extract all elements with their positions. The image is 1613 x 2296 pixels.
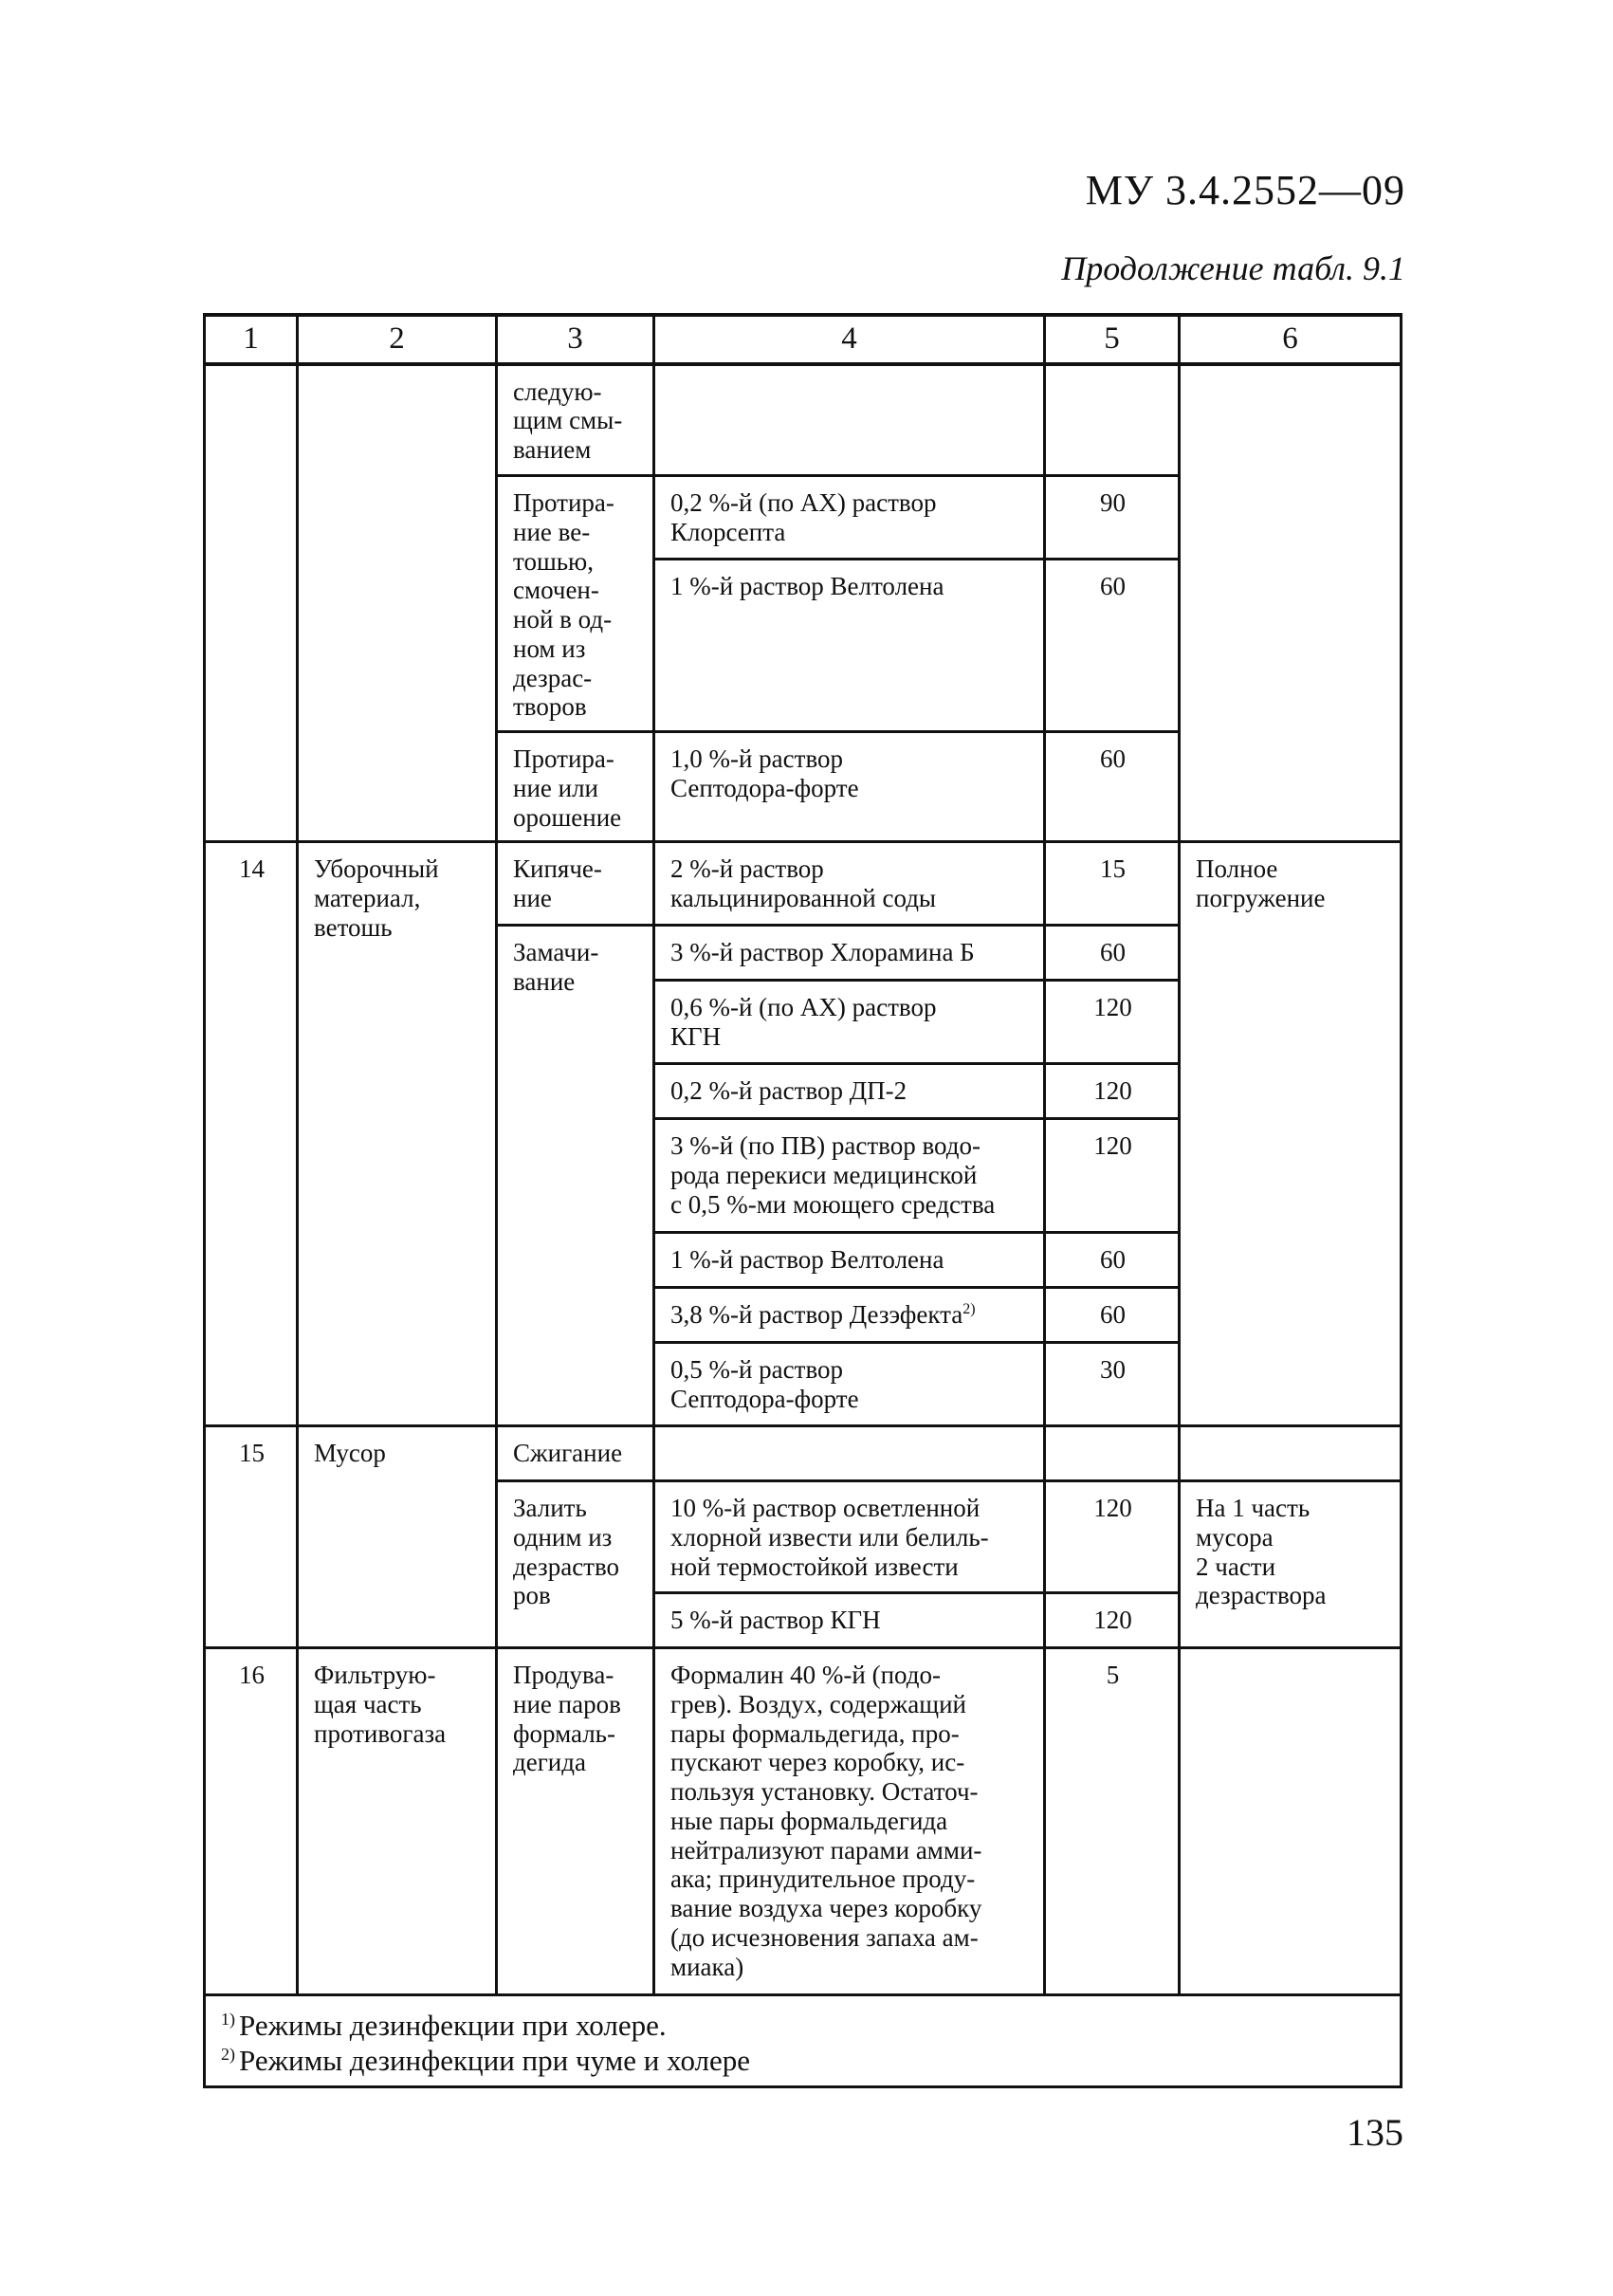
exposure-time-cell: 60 — [1045, 732, 1180, 842]
exposure-time-cell: 60 — [1045, 926, 1180, 981]
agent-cell: 0,5 %-й раствор Септодора-форте — [654, 1343, 1045, 1426]
row-number-cell: 15 — [205, 1426, 298, 1648]
agent-cell: 1,0 %-й раствор Септодора-форте — [654, 732, 1045, 842]
agent-cell: 5 %-й раствор КГН — [654, 1593, 1045, 1648]
agent-cell: 10 %-й раствор осветленной хлорной извести или белиль- ной термостойкой извести — [654, 1481, 1045, 1593]
exposure-time-cell: 60 — [1045, 1288, 1180, 1343]
column-header-3: 3 — [497, 315, 654, 364]
note-cell: Полное погружение — [1180, 842, 1402, 1426]
exposure-time-cell: 5 — [1045, 1648, 1180, 1995]
disinfection-table — [203, 313, 1402, 2088]
agent-cell: 0,6 %-й (по АХ) раствор КГН — [654, 981, 1045, 1064]
row-number-cell: 16 — [205, 1648, 298, 1995]
agent-cell — [654, 364, 1045, 476]
agent-cell: Формалин 40 %-й (подо- грев). Воздух, содержащий пары формальдегида, про- пускают через коробку, ис- пользуя установку. Остаточ- ные пары формальдегида нейтрализуют парами амми- ака; принудительное проду- вание воздуха через коробку (до исчезновения запаха ам- миака) — [654, 1648, 1045, 1995]
exposure-time-cell: 120 — [1045, 1064, 1180, 1119]
column-header-2: 2 — [298, 315, 497, 364]
method-cell: Протира- ние ве- тошью, смочен- ной в од- ном из дезрас- творов — [497, 476, 654, 732]
footnote-1: $^{1)}$ Режимы дезинфекции при холере. — [221, 2009, 667, 2043]
exposure-time-cell: 120 — [1045, 1119, 1180, 1233]
table-row — [205, 364, 1402, 476]
document-code: МУ 3.4.2552—09 — [1085, 167, 1405, 213]
column-number-row — [205, 315, 1402, 364]
method-cell: Протира- ние или орошение — [497, 732, 654, 842]
agent-cell — [654, 1426, 1045, 1481]
footnote-row — [205, 1995, 1402, 2087]
object-cell: Фильтрую- щая часть противогаза — [298, 1648, 497, 1995]
note-cell — [1180, 1426, 1402, 1481]
exposure-time-cell: 120 — [1045, 1481, 1180, 1593]
table-row — [205, 1426, 1402, 1481]
method-cell: следую- щим смы- ванием — [497, 364, 654, 476]
exposure-time-cell: 60 — [1045, 1233, 1180, 1288]
column-header-4: 4 — [654, 315, 1045, 364]
table-row — [205, 1648, 1402, 1995]
exposure-time-cell: 120 — [1045, 981, 1180, 1064]
method-cell: Продува- ние паров формаль- дегида — [497, 1648, 654, 1995]
footnote-2: $^{2)}$ Режимы дезинфекции при чуме и холере — [221, 2044, 751, 2078]
note-cell — [1180, 364, 1402, 842]
agent-cell: 2 %-й раствор кальцинированной соды — [654, 842, 1045, 926]
table-continuation-label: Продолжение табл. 9.1 — [1061, 249, 1405, 287]
agent-cell: 1 %-й раствор Велтолена — [654, 560, 1045, 732]
column-header-6: 6 — [1180, 315, 1402, 364]
column-header-5: 5 — [1045, 315, 1180, 364]
agent-cell: 0,2 %-й (по АХ) раствор Клорсепта — [654, 476, 1045, 560]
method-cell: Залить одним из дезраство ров — [497, 1481, 654, 1648]
footnote-marker: 2) — [962, 1301, 976, 1318]
note-cell — [1180, 1648, 1402, 1995]
agent-cell: 1 %-й раствор Велтолена — [654, 1233, 1045, 1288]
method-cell: Замачи- вание — [497, 926, 654, 1426]
exposure-time-cell: 90 — [1045, 476, 1180, 560]
column-header-1: 1 — [205, 315, 298, 364]
row-number-cell: 14 — [205, 842, 298, 1426]
row-number-cell — [205, 364, 298, 842]
table-row — [205, 842, 1402, 926]
agent-cell: 3 %-й раствор Хлорамина Б — [654, 926, 1045, 981]
object-cell: Мусор — [298, 1426, 497, 1648]
exposure-time-cell: 60 — [1045, 560, 1180, 732]
agent-cell: 0,2 %-й раствор ДП-2 — [654, 1064, 1045, 1119]
exposure-time-cell: 30 — [1045, 1343, 1180, 1426]
exposure-time-cell — [1045, 1426, 1180, 1481]
object-cell: Уборочный материал, ветошь — [298, 842, 497, 1426]
method-cell: Сжигание — [497, 1426, 654, 1481]
page-number: 135 — [1347, 2111, 1403, 2154]
note-cell: На 1 часть мусора 2 части дезраствора — [1180, 1481, 1402, 1648]
object-cell — [298, 364, 497, 842]
footnotes-cell — [205, 1995, 1402, 2087]
exposure-time-cell — [1045, 364, 1180, 476]
exposure-time-cell: 15 — [1045, 842, 1180, 926]
exposure-time-cell: 120 — [1045, 1593, 1180, 1648]
agent-cell: 3,8 %-й раствор Дезэфекта$^{2)}$ — [654, 1288, 1045, 1343]
agent-cell: 3 %-й (по ПВ) раствор водо- рода перекиси медицинской с 0,5 %-ми моющего средства — [654, 1119, 1045, 1233]
method-cell: Кипяче- ние — [497, 842, 654, 926]
